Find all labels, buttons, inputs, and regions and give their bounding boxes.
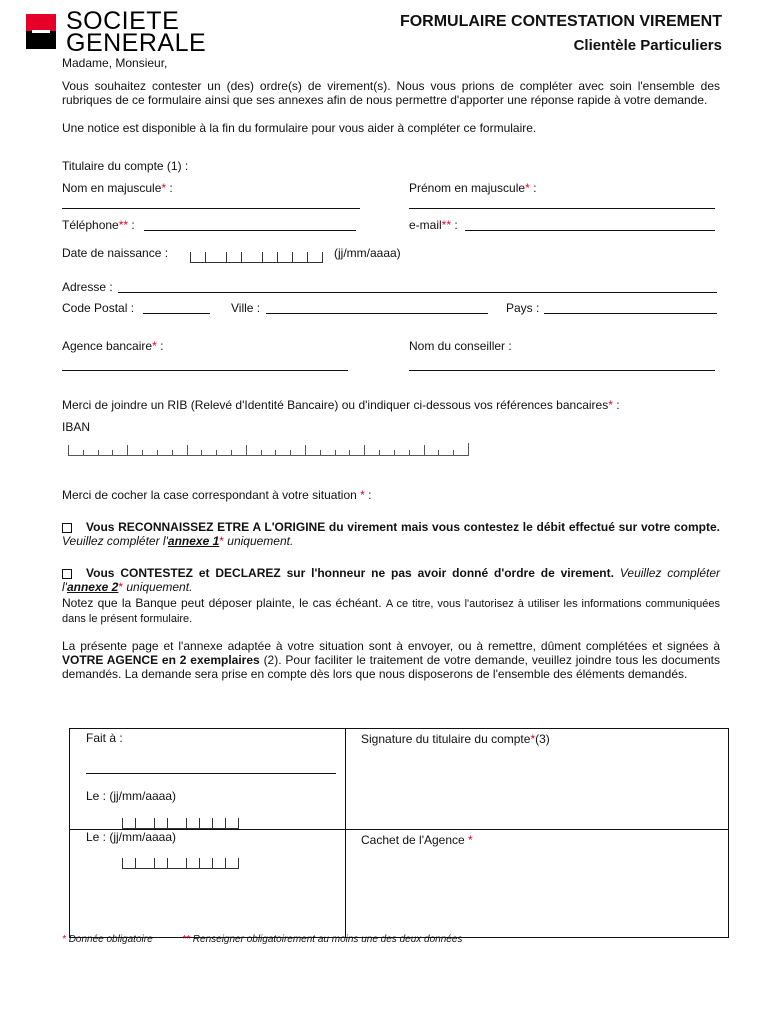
complaint-note: Notez que la Banque peut déposer plainte, le cas échéant. A ce titre, vous l'autorisez à utiliser les informations communiquées dans le présent formulaire.: [62, 596, 720, 625]
agency-stamp-label: Cachet de l'Agence *: [361, 833, 473, 847]
iban-slot: [453, 450, 468, 455]
annex-1-link: annexe 1: [167, 534, 220, 548]
date1-field[interactable]: [122, 815, 239, 829]
signature-table: [69, 728, 729, 938]
iban-slot: [424, 445, 439, 455]
iban-slot: [438, 450, 453, 455]
footer-legend: * Donnée obligatoire ** Renseigner obligatoirement au moins une des deux données: [62, 934, 463, 945]
rib-instruction: Merci de joindre un RIB (Relevé d'Identité Bancaire) ou d'indiquer ci-dessous vos références bancaires* :: [62, 398, 620, 412]
postcode-field[interactable]: [143, 313, 210, 314]
iban-slot: [320, 450, 335, 455]
email-field[interactable]: [465, 230, 715, 231]
address-label: Adresse :: [62, 280, 113, 294]
iban-slot: [335, 450, 350, 455]
iban-slot: [394, 450, 409, 455]
logo-line2: GENERALE: [66, 29, 207, 57]
notice-paragraph: Une notice est disponible à la fin du formulaire pour vous aider à compléter ce formulaire.: [62, 121, 537, 135]
birthdate-field[interactable]: [190, 249, 323, 263]
birthdate-format: (jj/mm/aaaa): [334, 246, 401, 260]
situation-prompt: Merci de cocher la case correspondant à votre situation * :: [62, 488, 372, 502]
iban-slot: [275, 450, 290, 455]
phone-field[interactable]: [144, 230, 356, 231]
agency-label: Agence bancaire* :: [62, 339, 164, 353]
iban-slot: [379, 450, 394, 455]
intro-paragraph: Vous souhaitez contester un (des) ordre(s) de virement(s). Nous vous prions de compléter avec soin l'ensemble des rubriques de ce formulaire ainsi que ses annexes afin de nous permettre d'apporter une réponse rapide à votre demande.: [62, 79, 720, 107]
iban-label: IBAN: [62, 420, 91, 434]
annex-2-link: annexe 2: [66, 580, 119, 594]
made-at-label: Fait à :: [86, 731, 123, 745]
iban-slot: [68, 445, 83, 455]
brand-logo-text: [66, 7, 207, 57]
address-field[interactable]: [118, 292, 717, 293]
iban-slot: [112, 450, 127, 455]
lastname-label: Nom en majuscule* :: [62, 181, 173, 195]
iban-slot: [157, 450, 172, 455]
greeting: Madame, Monsieur,: [62, 56, 168, 70]
iban-slot: [216, 450, 231, 455]
birthdate-label: Date de naissance :: [62, 246, 169, 260]
iban-field[interactable]: [68, 443, 469, 456]
date2-field[interactable]: [122, 855, 239, 869]
country-field[interactable]: [544, 313, 717, 314]
option-1-checkbox[interactable]: [62, 523, 72, 533]
advisor-label: Nom du conseiller :: [409, 339, 512, 353]
iban-slot: [231, 450, 246, 455]
iban-slot: [261, 450, 276, 455]
iban-slot: [187, 445, 202, 455]
option-2-checkbox[interactable]: [62, 569, 72, 579]
advisor-field[interactable]: [409, 370, 715, 371]
holder-section-label: Titulaire du compte (1) :: [62, 159, 189, 173]
logo-line1: SOCIETE: [66, 7, 180, 35]
iban-slot: [127, 445, 142, 455]
country-label: Pays :: [506, 301, 540, 315]
city-label: Ville :: [231, 301, 261, 315]
iban-slot: [305, 445, 320, 455]
iban-slot: [201, 450, 216, 455]
option-2: Vous CONTESTEZ et DECLAREZ sur l'honneur ne pas avoir donné d'ordre de virement. Veuillez compléter l'annexe 2* uniquement.: [62, 566, 720, 594]
postcode-label: Code Postal :: [62, 301, 135, 315]
iban-slot: [290, 450, 305, 455]
iban-slot: [172, 450, 187, 455]
holder-signature-label: Signature du titulaire du compte*(3): [361, 732, 550, 746]
iban-slot: [349, 450, 364, 455]
sending-instructions: La présente page et l'annexe adaptée à votre situation sont à envoyer, ou à remettre, dûment complétées et signées à VOTRE AGENCE en 2 exemplaires (2). Pour faciliter le traitement de votre demande, veuillez joindre tous les documents demandés. La demande sera prise en compte dès lors que nous disposerons de l'ensemble des éléments demandés.: [62, 639, 720, 681]
phone-label: Téléphone** :: [62, 218, 135, 232]
date2-label: Le : (jj/mm/aaaa): [86, 830, 177, 844]
date1-label: Le : (jj/mm/aaaa): [86, 789, 177, 803]
agency-field[interactable]: [62, 370, 348, 371]
iban-slot: [98, 450, 113, 455]
iban-slot: [142, 450, 157, 455]
brand-logo-mark: [26, 14, 56, 49]
city-field[interactable]: [266, 313, 488, 314]
form-subtitle: Clientèle Particuliers: [573, 37, 722, 54]
firstname-label: Prénom en majuscule* :: [409, 181, 537, 195]
lastname-field[interactable]: [62, 208, 360, 209]
iban-slot: [246, 445, 261, 455]
email-label: e-mail** :: [409, 218, 458, 232]
firstname-field[interactable]: [409, 208, 715, 209]
iban-slot: [364, 445, 379, 455]
iban-slot: [409, 450, 424, 455]
option-1: Vous RECONNAISSEZ ETRE A L'ORIGINE du virement mais vous contestez le débit effectué sur votre compte. Veuillez compléter l'annexe 1* uniquement.: [62, 520, 720, 548]
made-at-field[interactable]: [86, 773, 336, 774]
iban-slot: [83, 450, 98, 455]
form-title: FORMULAIRE CONTESTATION VIREMENT: [399, 13, 722, 30]
